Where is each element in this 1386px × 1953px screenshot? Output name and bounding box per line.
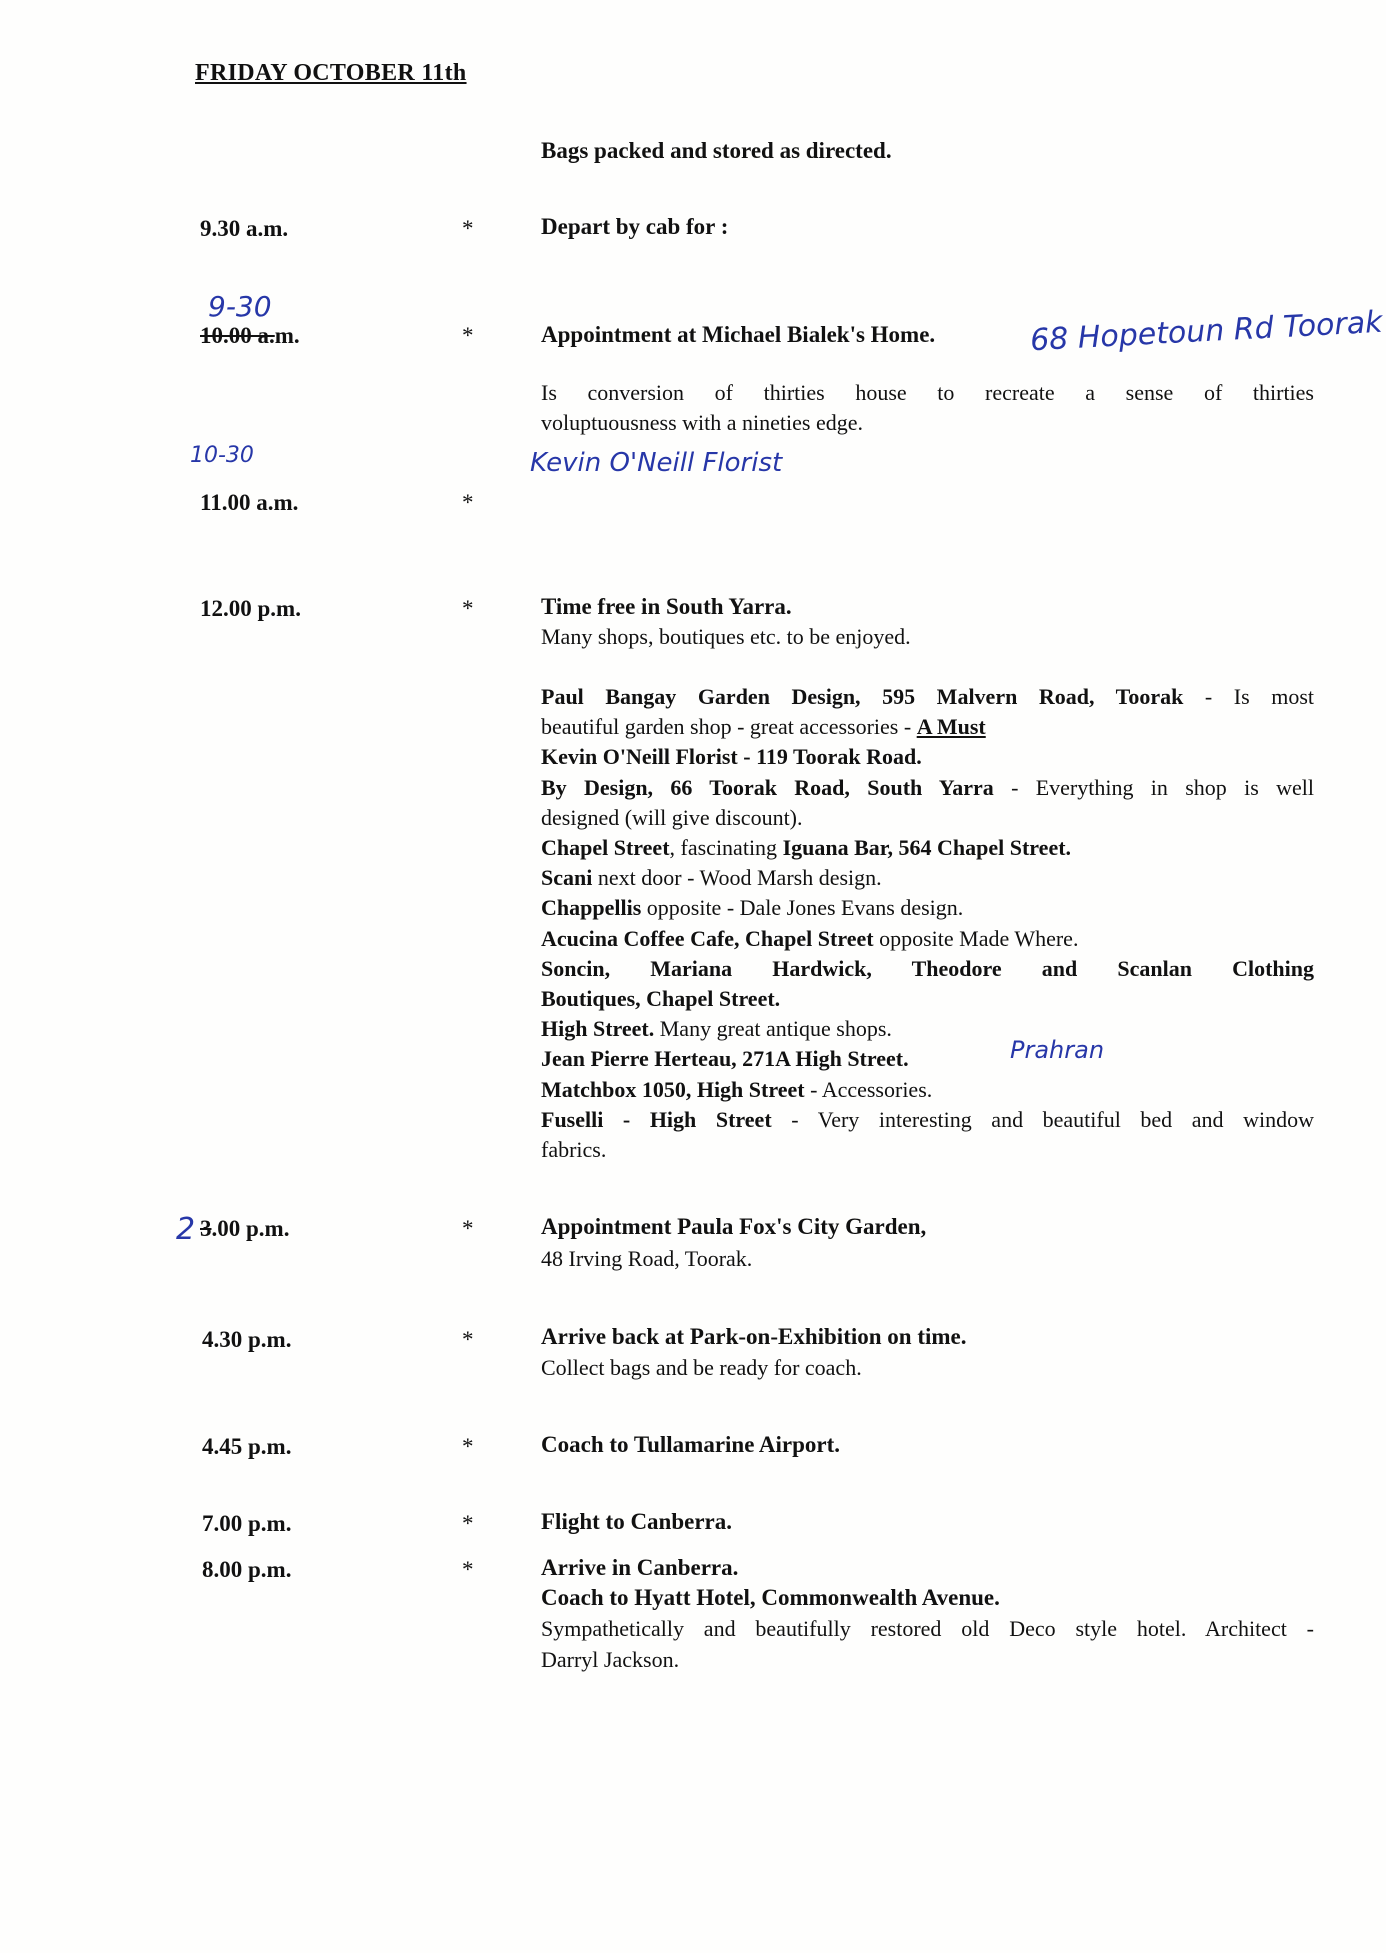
time-445: 4.45 p.m. [202, 1434, 292, 1459]
hyatt-desc-line2: Darryl Jackson. [541, 1647, 680, 1672]
entry-paula-fox: Appointment Paula Fox's City Garden, [541, 1214, 927, 1239]
time-1100: 11.00 a.m. [200, 490, 299, 515]
bialek-desc-line1: Is conversion of thirties house to recreate a sense of thirties [541, 380, 1314, 405]
time-430: 4.30 p.m. [202, 1327, 292, 1352]
paula-fox-address: 48 Irving Road, Toorak. [541, 1246, 753, 1271]
entry-coach-hyatt: Coach to Hyatt Hotel, Commonwealth Avenue. [541, 1585, 1000, 1610]
time-300-struck: 3.00 p.m. [200, 1216, 290, 1241]
entry-coach-airport: Coach to Tullamarine Airport. [541, 1432, 841, 1457]
handwritten-prahran: Prahran [1010, 1036, 1105, 1064]
page-heading: FRIDAY OCTOBER 11th [195, 60, 467, 86]
bullet-star: * [462, 1327, 474, 1352]
collect-bags: Collect bags and be ready for coach. [541, 1355, 862, 1380]
bullet-star: * [462, 1511, 474, 1536]
time-700: 7.00 p.m. [202, 1511, 292, 1536]
time-800: 8.00 p.m. [202, 1557, 292, 1582]
intro-line: Bags packed and stored as directed. [541, 138, 892, 163]
entry-depart: Depart by cab for : [541, 214, 729, 239]
handwritten-florist: Kevin O'Neill Florist [530, 448, 783, 478]
entry-flight-canberra: Flight to Canberra. [541, 1509, 733, 1534]
time-1000-struck: 10.00 a.m. [200, 323, 300, 348]
shop-line: Boutiques, Chapel Street. [541, 986, 781, 1012]
bullet-star: * [462, 1216, 474, 1241]
shop-line: Chapel Street, fascinating Iguana Bar, 564 Chapel Street. [541, 835, 1072, 861]
shop-line: Paul Bangay Garden Design, 595 Malvern Road, Toorak - Is most [541, 684, 1315, 709]
shop-line: Scani next door - Wood Marsh design. [541, 865, 882, 891]
south-yarra-desc: Many shops, boutiques etc. to be enjoyed. [541, 624, 911, 649]
bullet-star: * [462, 596, 474, 621]
bullet-star: * [462, 490, 474, 515]
handwritten-two: 2 [176, 1212, 196, 1247]
shop-line: Soncin, Mariana Hardwick, Theodore and Scanlan Clothing [541, 955, 1314, 981]
bialek-desc-line2: voluptuousness with a nineties edge. [541, 410, 864, 435]
shop-line: Matchbox 1050, High Street - Accessories. [541, 1076, 933, 1102]
entry-bialek: Appointment at Michael Bialek's Home. [541, 322, 936, 347]
bullet-star: * [462, 323, 474, 348]
shop-line: Acucina Coffee Cafe, Chapel Street opposite Made Where. [541, 925, 1079, 951]
entry-arrive-canberra: Arrive in Canberra. [541, 1555, 739, 1580]
shop-line: Jean Pierre Herteau, 271A High Street. [541, 1046, 909, 1072]
bullet-star: * [462, 1434, 474, 1459]
handwritten-time-1030: 10-30 [190, 443, 254, 468]
time-1200: 12.00 p.m. [200, 596, 301, 621]
shop-list [541, 682, 1314, 1165]
entry-park-on-exhibition: Arrive back at Park-on-Exhibition on time. [541, 1324, 967, 1349]
shop-line: Chappellis opposite - Dale Jones Evans design. [541, 895, 964, 921]
shop-line: Fuselli - High Street - Very interesting and beautiful bed and window [541, 1106, 1314, 1132]
handwritten-time-930: 9-30 [208, 290, 272, 323]
shop-line: fabrics. [541, 1137, 607, 1163]
hyatt-desc-line1: Sympathetically and beautifully restored old Deco style hotel. Architect - [541, 1616, 1314, 1641]
bullet-star: * [462, 216, 474, 241]
shop-line: Kevin O'Neill Florist - 119 Toorak Road. [541, 744, 922, 770]
shop-line: By Design, 66 Toorak Road, South Yarra - Everything in shop is well [541, 774, 1314, 800]
shop-line: High Street. Many great antique shops. [541, 1016, 892, 1042]
handwritten-address: 68 Hopetoun Rd Toorak [1029, 304, 1384, 359]
bullet-star: * [462, 1557, 474, 1582]
entry-south-yarra: Time free in South Yarra. [541, 594, 792, 619]
shop-line: designed (will give discount). [541, 804, 803, 830]
shop-line: beautiful garden shop - great accessories - A Must [541, 714, 986, 740]
time-0930: 9.30 a.m. [200, 216, 289, 241]
